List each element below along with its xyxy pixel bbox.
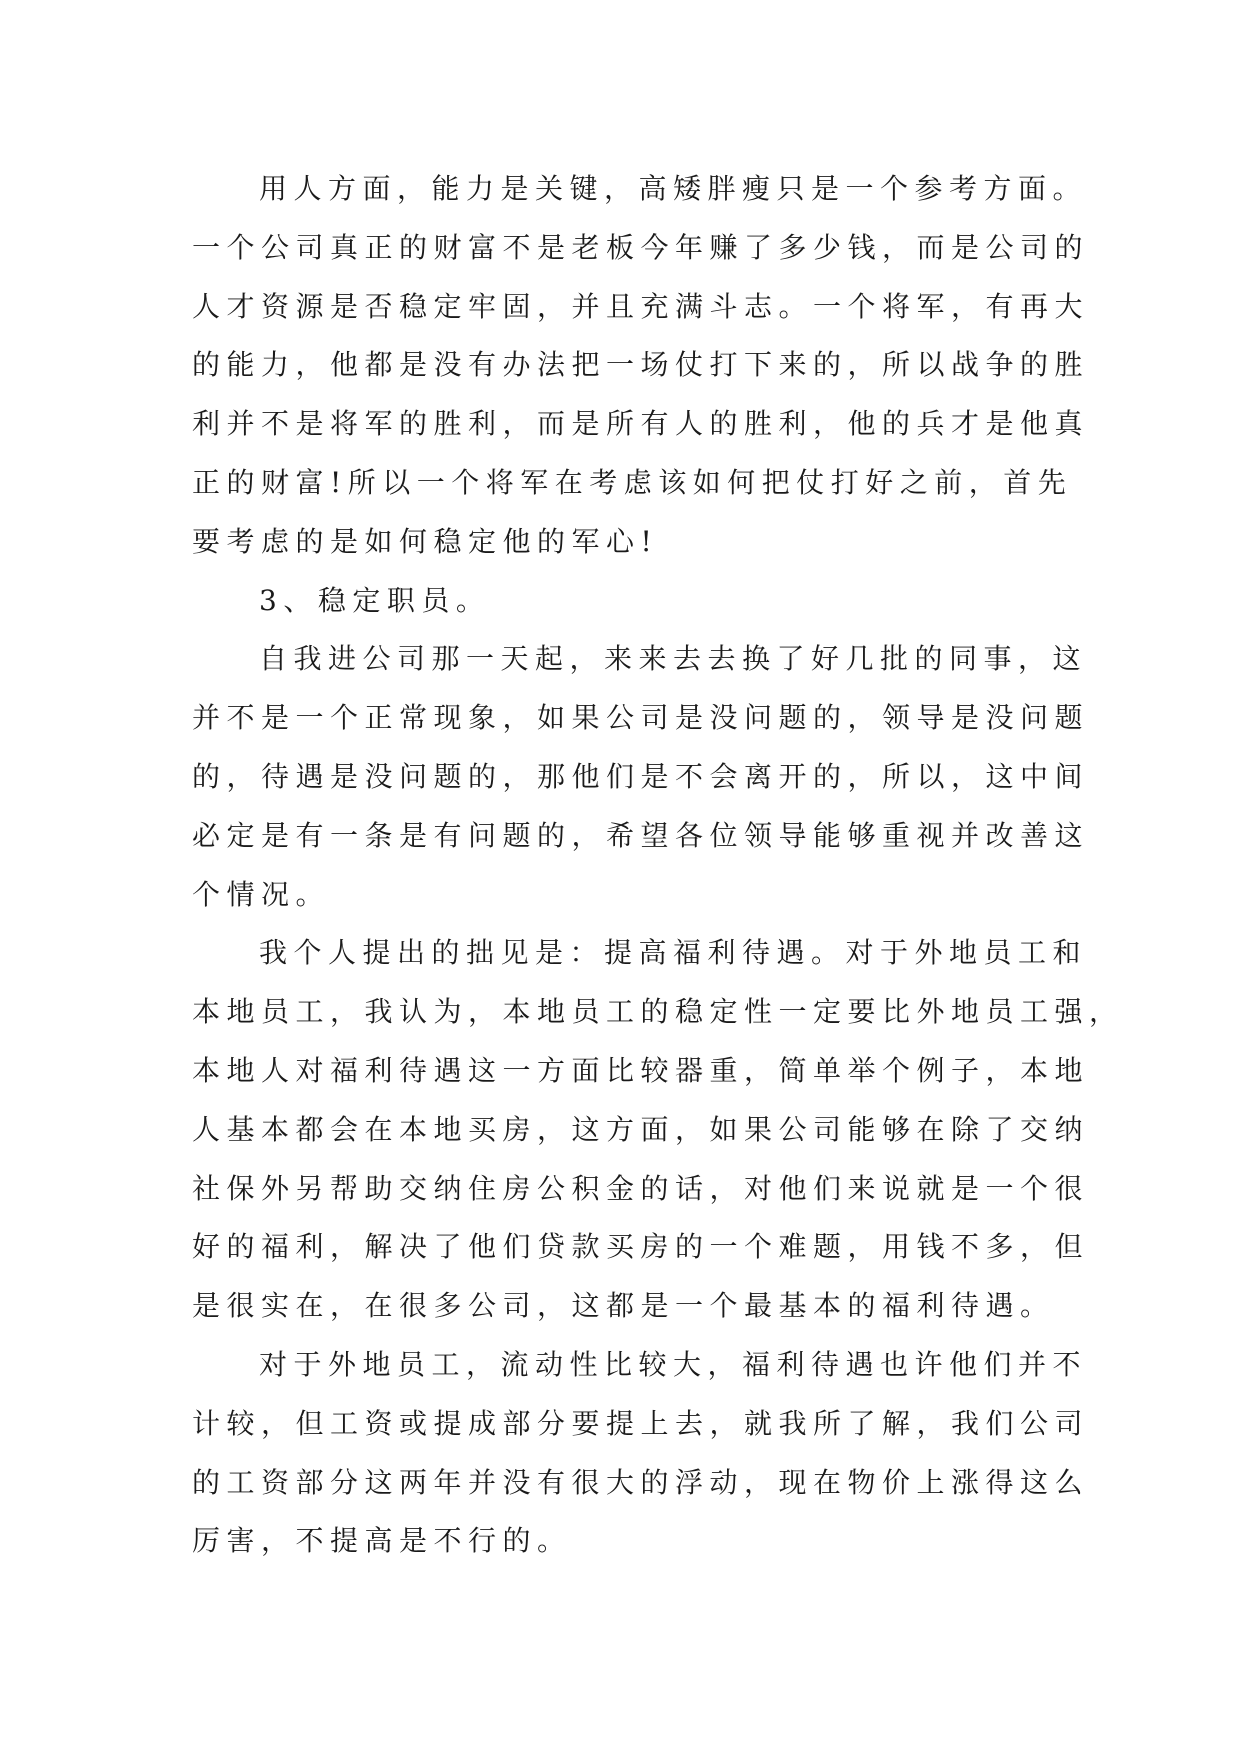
paragraph-line: 要考虑的是如何稳定他的军心! <box>192 524 659 558</box>
paragraph-line: 社保外另帮助交纳住房公积金的话，对他们来说就是一个很 <box>192 1171 1090 1205</box>
paragraph-line: 利并不是将军的胜利，而是所有人的胜利，他的兵才是他真 <box>192 407 1090 441</box>
paragraph-line: 计较，但工资或提成部分要提上去，就我所了解，我们公司 <box>192 1406 1090 1440</box>
paragraph-line: 一个公司真正的财富不是老板今年赚了多少钱，而是公司的 <box>192 230 1090 264</box>
paragraph-line: 用人方面，能力是关键，高矮胖瘦只是一个参考方面。 <box>259 172 1088 205</box>
section-heading: 3、稳定职员。 <box>259 583 491 617</box>
paragraph-line: 人基本都会在本地买房，这方面，如果公司能够在除了交纳 <box>192 1112 1090 1146</box>
paragraph-line: 本地员工，我认为，本地员工的稳定性一定要比外地员工强， <box>192 995 1124 1029</box>
paragraph-line: 必定是有一条是有问题的，希望各位领导能够重视并改善这 <box>192 818 1090 852</box>
document-body <box>192 160 1124 1571</box>
paragraph-line: 个情况。 <box>192 877 331 911</box>
paragraph-line: 对于外地员工，流动性比较大，福利待遇也许他们并不 <box>259 1347 1088 1381</box>
paragraph-line: 我个人提出的拙见是：提高福利待遇。对于外地员工和 <box>259 936 1088 970</box>
paragraph-line: 自我进公司那一天起，来来去去换了好几批的同事，这 <box>259 642 1088 676</box>
paragraph-line: 正的财富!所以一个将军在考虑该如何把仗打好之前，首先 <box>192 465 1073 499</box>
paragraph-line: 的能力，他都是没有办法把一场仗打下来的，所以战争的胜 <box>192 348 1090 382</box>
paragraph-line: 本地人对福利待遇这一方面比较器重，简单举个例子，本地 <box>192 1053 1090 1087</box>
paragraph-line: 的工资部分这两年并没有很大的浮动，现在物价上涨得这么 <box>192 1465 1090 1499</box>
paragraph-line: 的，待遇是没问题的，那他们是不会离开的，所以，这中间 <box>192 759 1090 793</box>
paragraph-line: 好的福利，解决了他们贷款买房的一个难题，用钱不多，但 <box>192 1230 1090 1264</box>
paragraph-line: 人才资源是否稳定牢固，并且充满斗志。一个将军，有再大 <box>192 289 1090 323</box>
paragraph-line: 是很实在，在很多公司，这都是一个最基本的福利待遇。 <box>192 1289 1055 1323</box>
paragraph-line: 并不是一个正常现象，如果公司是没问题的，领导是没问题 <box>192 701 1090 735</box>
paragraph-line: 厉害，不提高是不行的。 <box>192 1524 572 1558</box>
